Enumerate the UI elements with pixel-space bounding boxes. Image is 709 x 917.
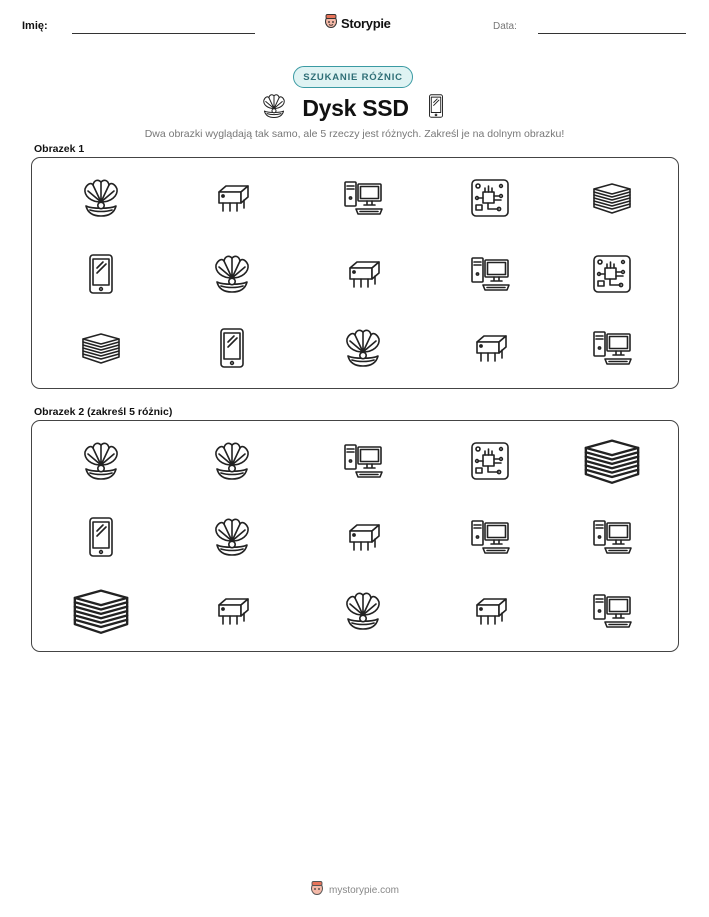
tablet-icon xyxy=(79,252,123,296)
picture2-panel xyxy=(31,420,679,652)
ssd-stack-icon[interactable] xyxy=(69,579,133,643)
footer xyxy=(0,880,709,901)
storypie-mascot-icon xyxy=(310,880,324,901)
chip-icon xyxy=(341,252,385,296)
shell-icon xyxy=(260,92,288,125)
shell-icon[interactable] xyxy=(341,589,385,633)
chip-icon xyxy=(468,326,512,370)
brand-logo xyxy=(324,13,391,34)
page-title: Dysk SSD xyxy=(302,95,409,121)
computer-icon[interactable] xyxy=(468,515,512,559)
name-label: Imię: xyxy=(22,20,48,32)
storypie-mascot-icon xyxy=(324,13,338,34)
shell-icon[interactable] xyxy=(210,439,254,483)
computer-icon xyxy=(590,326,634,370)
picture2-label: Obrazek 2 (zakreśl 5 różnic) xyxy=(34,406,173,418)
footer-url[interactable]: mystorypie.com xyxy=(328,885,399,896)
computer-icon[interactable] xyxy=(341,439,385,483)
circuit-board-icon[interactable] xyxy=(468,439,512,483)
picture1-label: Obrazek 1 xyxy=(34,143,85,155)
chip-icon[interactable] xyxy=(341,515,385,559)
title-row xyxy=(0,92,709,125)
tablet-icon xyxy=(210,326,254,370)
ssd-stack-icon[interactable] xyxy=(580,429,644,493)
picture1-panel xyxy=(31,157,679,389)
shell-icon xyxy=(210,252,254,296)
circuit-board-icon xyxy=(590,252,634,296)
computer-icon[interactable] xyxy=(590,589,634,633)
chip-icon xyxy=(210,176,254,220)
shell-icon xyxy=(341,326,385,370)
shell-icon[interactable] xyxy=(210,515,254,559)
date-field[interactable] xyxy=(538,33,686,34)
instructions: Dwa obrazki wyglądają tak samo, ale 5 rzeczy jest różnych. Zakreśl je na dolnym obrazku! xyxy=(144,128,565,140)
brand-name: Storypie xyxy=(341,16,391,31)
activity-badge: SZUKANIE RÓŻNIC xyxy=(293,66,413,88)
shell-icon xyxy=(79,176,123,220)
computer-icon xyxy=(468,252,512,296)
shell-icon[interactable] xyxy=(79,439,123,483)
circuit-board-icon xyxy=(468,176,512,220)
name-field[interactable] xyxy=(72,33,255,34)
ssd-stack-icon xyxy=(79,326,123,370)
computer-icon xyxy=(341,176,385,220)
ssd-stack-icon xyxy=(590,176,634,220)
computer-icon[interactable] xyxy=(590,515,634,559)
date-label: Data: xyxy=(493,21,517,32)
chip-icon[interactable] xyxy=(210,589,254,633)
tablet-icon xyxy=(423,93,449,124)
chip-icon[interactable] xyxy=(468,589,512,633)
tablet-icon[interactable] xyxy=(79,515,123,559)
